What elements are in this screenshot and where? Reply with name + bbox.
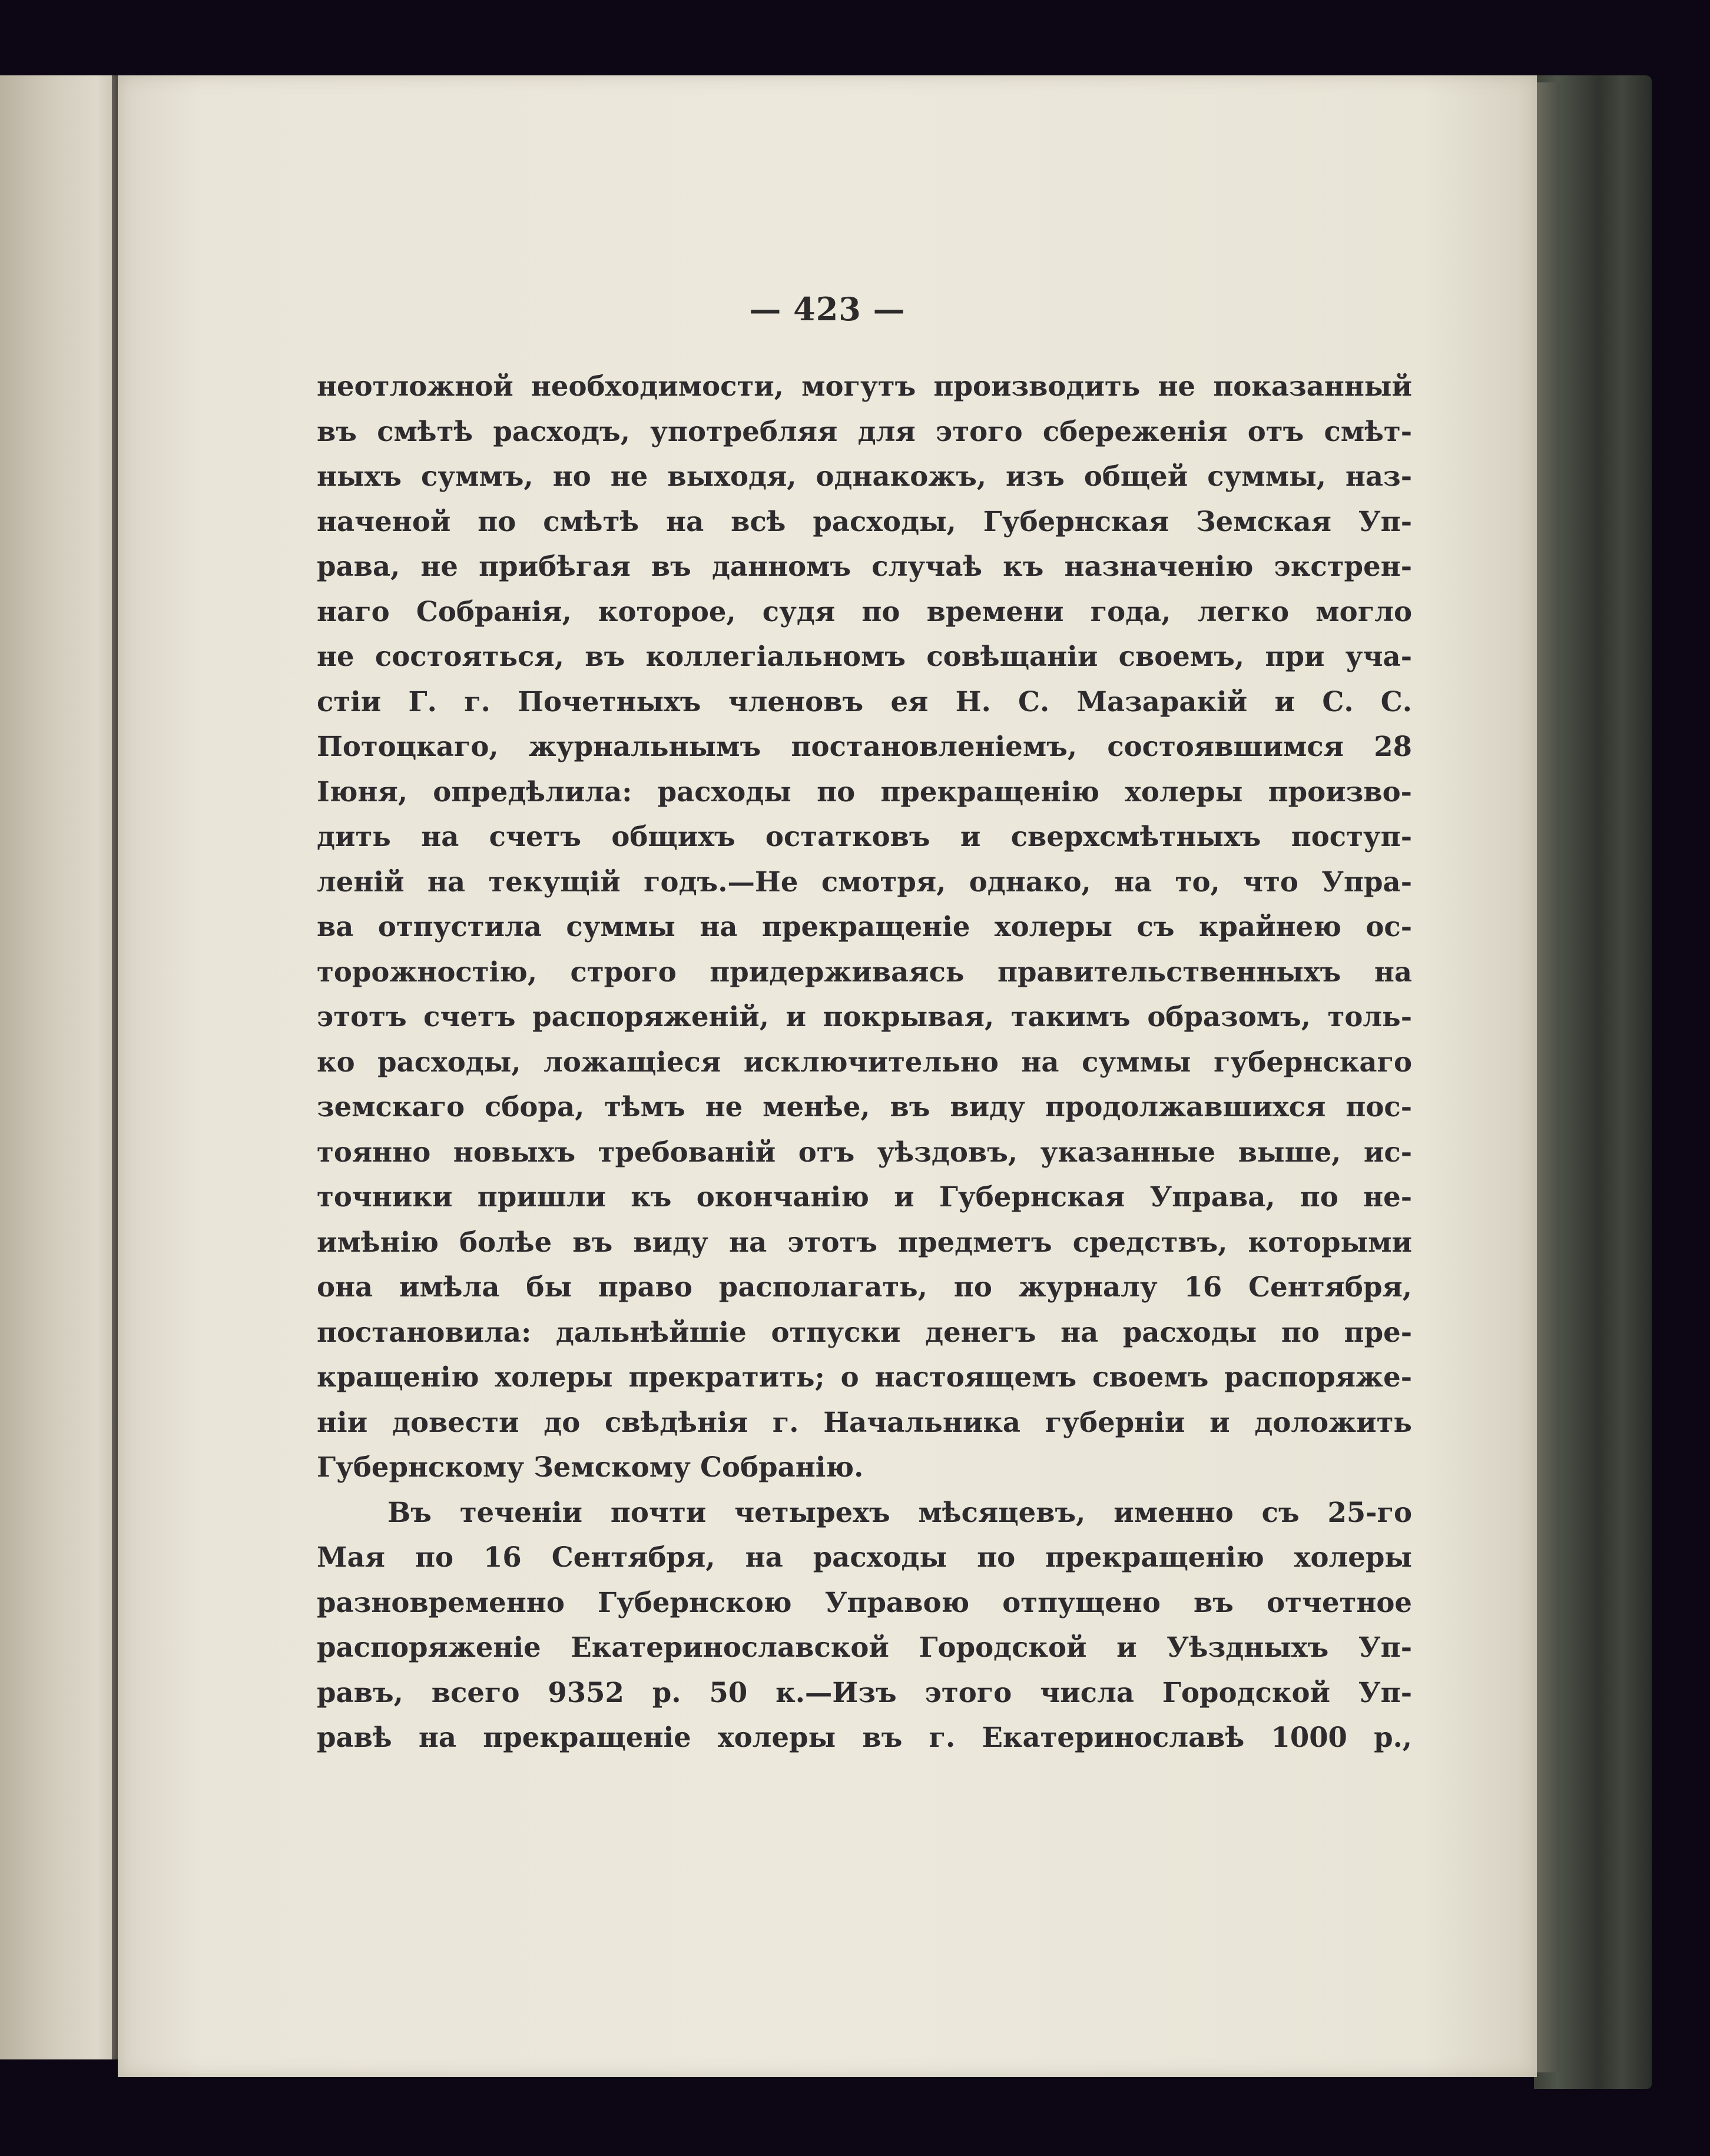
text-line: ніи довести до свѣдѣнія г. Начальника губерніи и доложить <box>317 1405 1412 1438</box>
text-line: Въ теченіи почти четырехъ мѣсяцевъ, именно съ 25-го <box>387 1495 1412 1528</box>
text-line: Потоцкаго, журнальнымъ постановленіемъ, состоявшимся 28 <box>317 730 1412 762</box>
text-line: стіи Г. г. Почетныхъ членовъ ея Н. С. Мазаракій и С. С. <box>317 685 1412 718</box>
text-line: леній на текущій годъ.—Не смотря, однако, на то, что Упра- <box>317 865 1412 898</box>
text-line: этотъ счетъ распоряженій, и покрывая, такимъ образомъ, толь- <box>317 1000 1412 1033</box>
cover-board-edge <box>1537 82 1560 2072</box>
text-line: кращенію холеры прекратить; о настоящемъ своемъ распоряже- <box>317 1361 1412 1393</box>
text-line: постановила: дальнѣйшіе отпуски денегъ на расходы по пре- <box>317 1315 1412 1348</box>
body-text <box>317 364 1412 1760</box>
text-line: она имѣла бы право располагать, по журналу 16 Сентября, <box>317 1271 1412 1303</box>
text-line: наго Собранія, которое, судя по времени года, легко могло <box>317 595 1412 628</box>
text-line: наченой по смѣтѣ на всѣ расходы, Губернская Земская Уп- <box>317 505 1412 538</box>
text-line: не состояться, въ коллегіальномъ совѣщаніи своемъ, при уча- <box>317 640 1412 672</box>
text-line: ко расходы, ложащіеся исключительно на суммы губернскаго <box>317 1045 1412 1078</box>
text-line: ва отпустила суммы на прекращеніе холеры съ крайнею ос- <box>317 910 1412 943</box>
text-line: разновременно Губернскою Управою отпущено въ отчетное <box>317 1586 1412 1618</box>
text-line: въ смѣтѣ расходъ, употребляя для этого сбереженія отъ смѣт- <box>317 414 1412 447</box>
text-line: земскаго сбора, тѣмъ не менѣе, въ виду продолжавшихся пос- <box>317 1090 1412 1123</box>
left-page-edge <box>0 75 121 2059</box>
right-page <box>118 75 1537 2077</box>
text-line: Мая по 16 Сентября, на расходы по прекращенію холеры <box>317 1541 1412 1573</box>
text-line: торожностію, строго придерживаясь правительственныхъ на <box>317 955 1412 988</box>
text-line: тоянно новыхъ требованій отъ уѣздовъ, указанные выше, ис- <box>317 1135 1412 1168</box>
text-line: ныхъ суммъ, но не выходя, однакожъ, изъ общей суммы, наз- <box>317 460 1412 492</box>
text-line: точники пришли къ окончанію и Губернская Управа, по не- <box>317 1180 1412 1213</box>
text-line: имѣнію болѣе въ виду на этотъ предметъ средствъ, которыми <box>317 1225 1412 1258</box>
text-line: Губернскому Земскому Собранію. <box>317 1451 864 1483</box>
text-line: равѣ на прекращеніе холеры въ г. Екатеринославѣ 1000 р., <box>317 1721 1412 1753</box>
text-line: распоряженіе Екатеринославской Городской и Уѣздныхъ Уп- <box>317 1631 1412 1663</box>
page-number: — 423 — <box>749 290 906 328</box>
text-line: рава, не прибѣгая въ данномъ случаѣ къ назначенію экстрен- <box>317 550 1412 582</box>
text-line: Іюня, опредѣлила: расходы по прекращенію холеры произво- <box>317 775 1412 808</box>
text-line: равъ, всего 9352 р. 50 к.—Изъ этого числа Городской Уп- <box>317 1676 1412 1709</box>
text-line: неотложной необходимости, могутъ производить не показанный <box>317 370 1412 402</box>
text-line: дить на счетъ общихъ остатковъ и сверхсмѣтныхъ поступ- <box>317 820 1412 853</box>
